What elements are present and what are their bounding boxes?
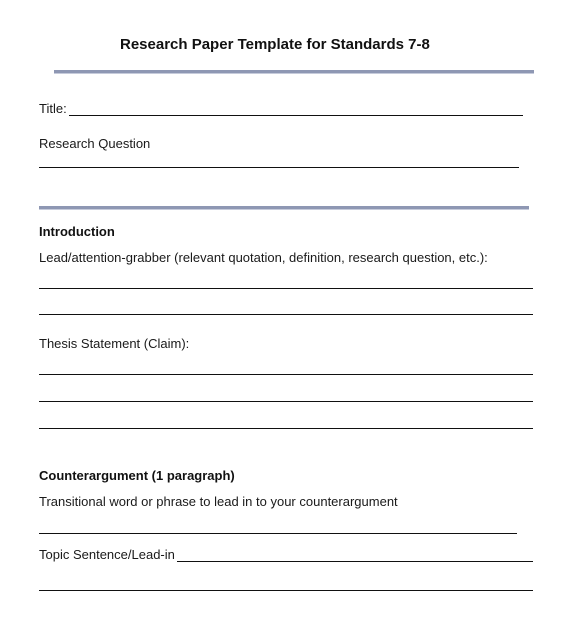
counterargument-heading: Counterargument (1 paragraph) <box>39 468 235 483</box>
lead-blank-line-2[interactable] <box>39 314 533 315</box>
topic-sentence-blank-line-2[interactable] <box>39 590 533 591</box>
transition-blank-line[interactable] <box>39 533 517 534</box>
lead-blank-line-1[interactable] <box>39 288 533 289</box>
thesis-blank-line-1[interactable] <box>39 374 533 375</box>
thesis-blank-line-2[interactable] <box>39 401 533 402</box>
page-title: Research Paper Template for Standards 7-8 <box>120 36 430 53</box>
thesis-label: Thesis Statement (Claim): <box>39 336 190 351</box>
introduction-heading: Introduction <box>39 224 115 239</box>
lead-label: Lead/attention-grabber (relevant quotation, definition, research question, etc.): <box>39 250 488 265</box>
topic-sentence-label: Topic Sentence/Lead-in <box>39 547 175 562</box>
top-divider <box>54 70 534 74</box>
research-question-blank-line[interactable] <box>39 167 519 168</box>
research-question-label: Research Question <box>39 136 151 151</box>
section-divider <box>39 206 529 210</box>
title-field-label: Title: <box>39 101 67 116</box>
title-blank-line[interactable] <box>69 103 523 116</box>
thesis-blank-line-3[interactable] <box>39 428 533 429</box>
topic-sentence-row <box>39 547 533 562</box>
title-field-row <box>39 101 523 116</box>
transition-label: Transitional word or phrase to lead in to your counterargument <box>39 494 398 509</box>
topic-sentence-blank-line[interactable] <box>177 549 533 562</box>
